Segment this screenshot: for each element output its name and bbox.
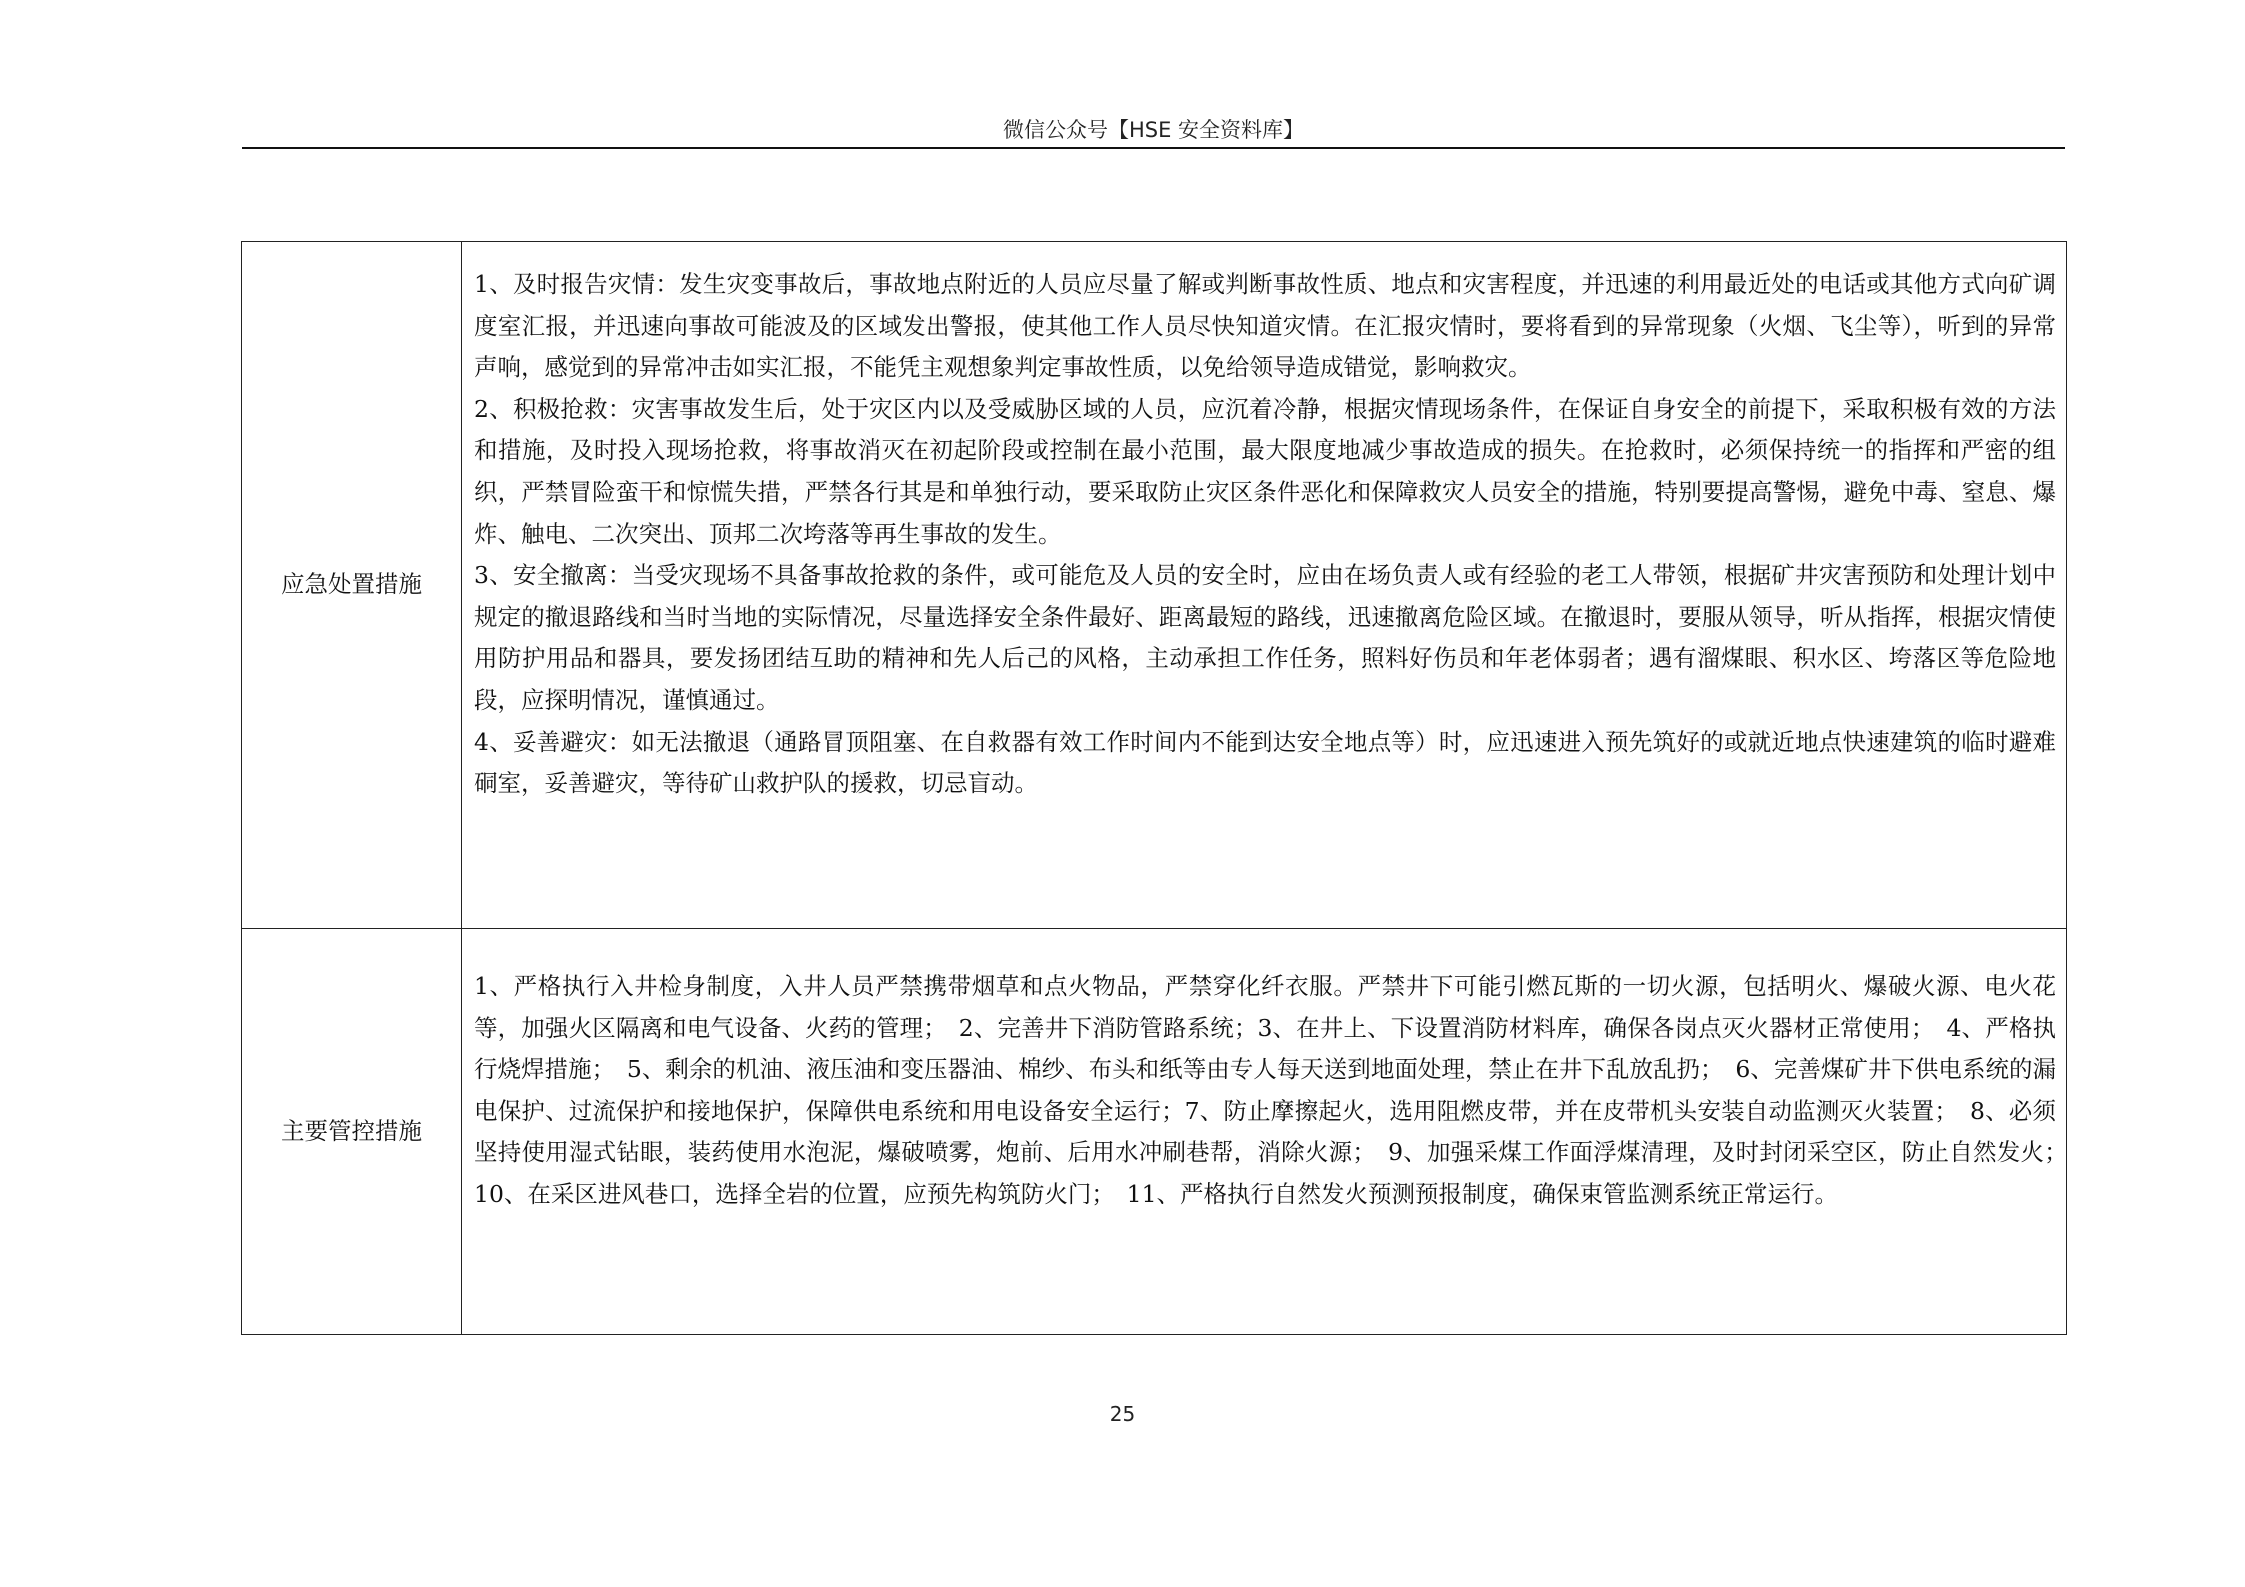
paragraph-report-disaster: 1、及时报告灾情：发生灾变事故后，事故地点附近的人员应尽量了解或判断事故性质、地点和灾害程度，并迅速的利用最近处的电话或其他方式向矿调度室汇报，并迅速向事故可能波及的区域发出警报，使其他工作人员尽快知道灾情。在汇报灾情时，要将看到的异常现象（火烟、飞尘等），听到的异常声响，感觉到的异常冲击如实汇报，不能凭主观想象判定事故性质，以免给领导造成错觉，影响救灾。: [474, 270, 2056, 382]
page-number: 25: [1109, 1402, 1136, 1426]
row-content-emergency-measures: [462, 242, 2067, 929]
row-label-control-measures: 主要管控措施: [242, 929, 462, 1335]
table-row-emergency-measures: [242, 242, 2067, 929]
row-label-emergency-measures: 应急处置措施: [242, 242, 462, 929]
header-rule: [242, 147, 2065, 149]
table-row-control-measures: [242, 929, 2067, 1335]
row-content-control-measures: [462, 929, 2080, 1335]
paragraph-shelter: 4、妥善避灾：如无法撤退（通路冒顶阻塞、在自救器有效工作时间内不能到达安全地点等）时，应迅速进入预先筑好的或就近地点快速建筑的临时避难硐室，妥善避灾，等待矿山救护队的援救，切忌盲动。: [474, 727, 2056, 798]
page-header: 微信公众号【HSE 安全资料库】: [1002, 118, 1305, 142]
paragraph-safe-evacuation: 3、安全撤离：当受灾现场不具备事故抢救的条件，或可能危及人员的安全时，应由在场负责人或有经验的老工人带领，根据矿井灾害预防和处理计划中规定的撤退路线和当时当地的实际情况，尽量选择安全条件最好、距离最短的路线，迅速撤离危险区域。在撤退时，要服从领导，听从指挥，根据灾情使用防护用品和器具，要发扬团结互助的精神和先人后己的风格，主动承担工作任务，照料好伤员和年老体弱者；遇有溜煤眼、积水区、垮落区等危险地段，应探明情况，谨慎通过。: [474, 561, 2056, 714]
paragraph-control-list: 1、严格执行入井检身制度，入井人员严禁携带烟草和点火物品，严禁穿化纤衣服。严禁井下可能引燃瓦斯的一切火源，包括明火、爆破火源、电火花等，加强火区隔离和电气设备、火药的管理； 2、完善井下消防管路系统；3、在井上、下设置消防材料库，确保各岗点灭火器材正常使用； 4、严格执行烧焊措施； 5、剩余的机油、液压油和变压器油、棉纱、布头和纸等由专人每天送到地面处理，禁止在井下乱放乱扔； 6、完善煤矿井下供电系统的漏电保护、过流保护和接地保护，保障供电系统和用电设备安全运行；7、防止摩擦起火，选用阻燃皮带，并在皮带机头安装自动监测灭火装置； 8、必须坚持使用湿式钻眼，装药使用水泡泥，爆破喷雾，炮前、后用水冲刷巷帮，消除火源； 9、加强采煤工作面浮煤清理，及时封闭采空区，防止自然发火； 10、在采区进风巷口，选择全岩的位置，应预先构筑防火门； 11、严格执行自然发火预测预报制度，确保束管监测系统正常运行。: [474, 972, 2080, 1208]
measures-table: [241, 241, 2080, 1335]
paragraph-active-rescue: 2、积极抢救：灾害事故发生后，处于灾区内以及受威胁区域的人员，应沉着冷静，根据灾情现场条件，在保证自身安全的前提下，采取积极有效的方法和措施，及时投入现场抢救，将事故消灭在初起阶段或控制在最小范围，最大限度地减少事故造成的损失。在抢救时，必须保持统一的指挥和严密的组织，严禁冒险蛮干和惊慌失措，严禁各行其是和单独行动，要采取防止灾区条件恶化和保障救灾人员安全的措施，特别要提高警惕，避免中毒、窒息、爆炸、触电、二次突出、顶邦二次垮落等再生事故的发生。: [474, 394, 2056, 548]
